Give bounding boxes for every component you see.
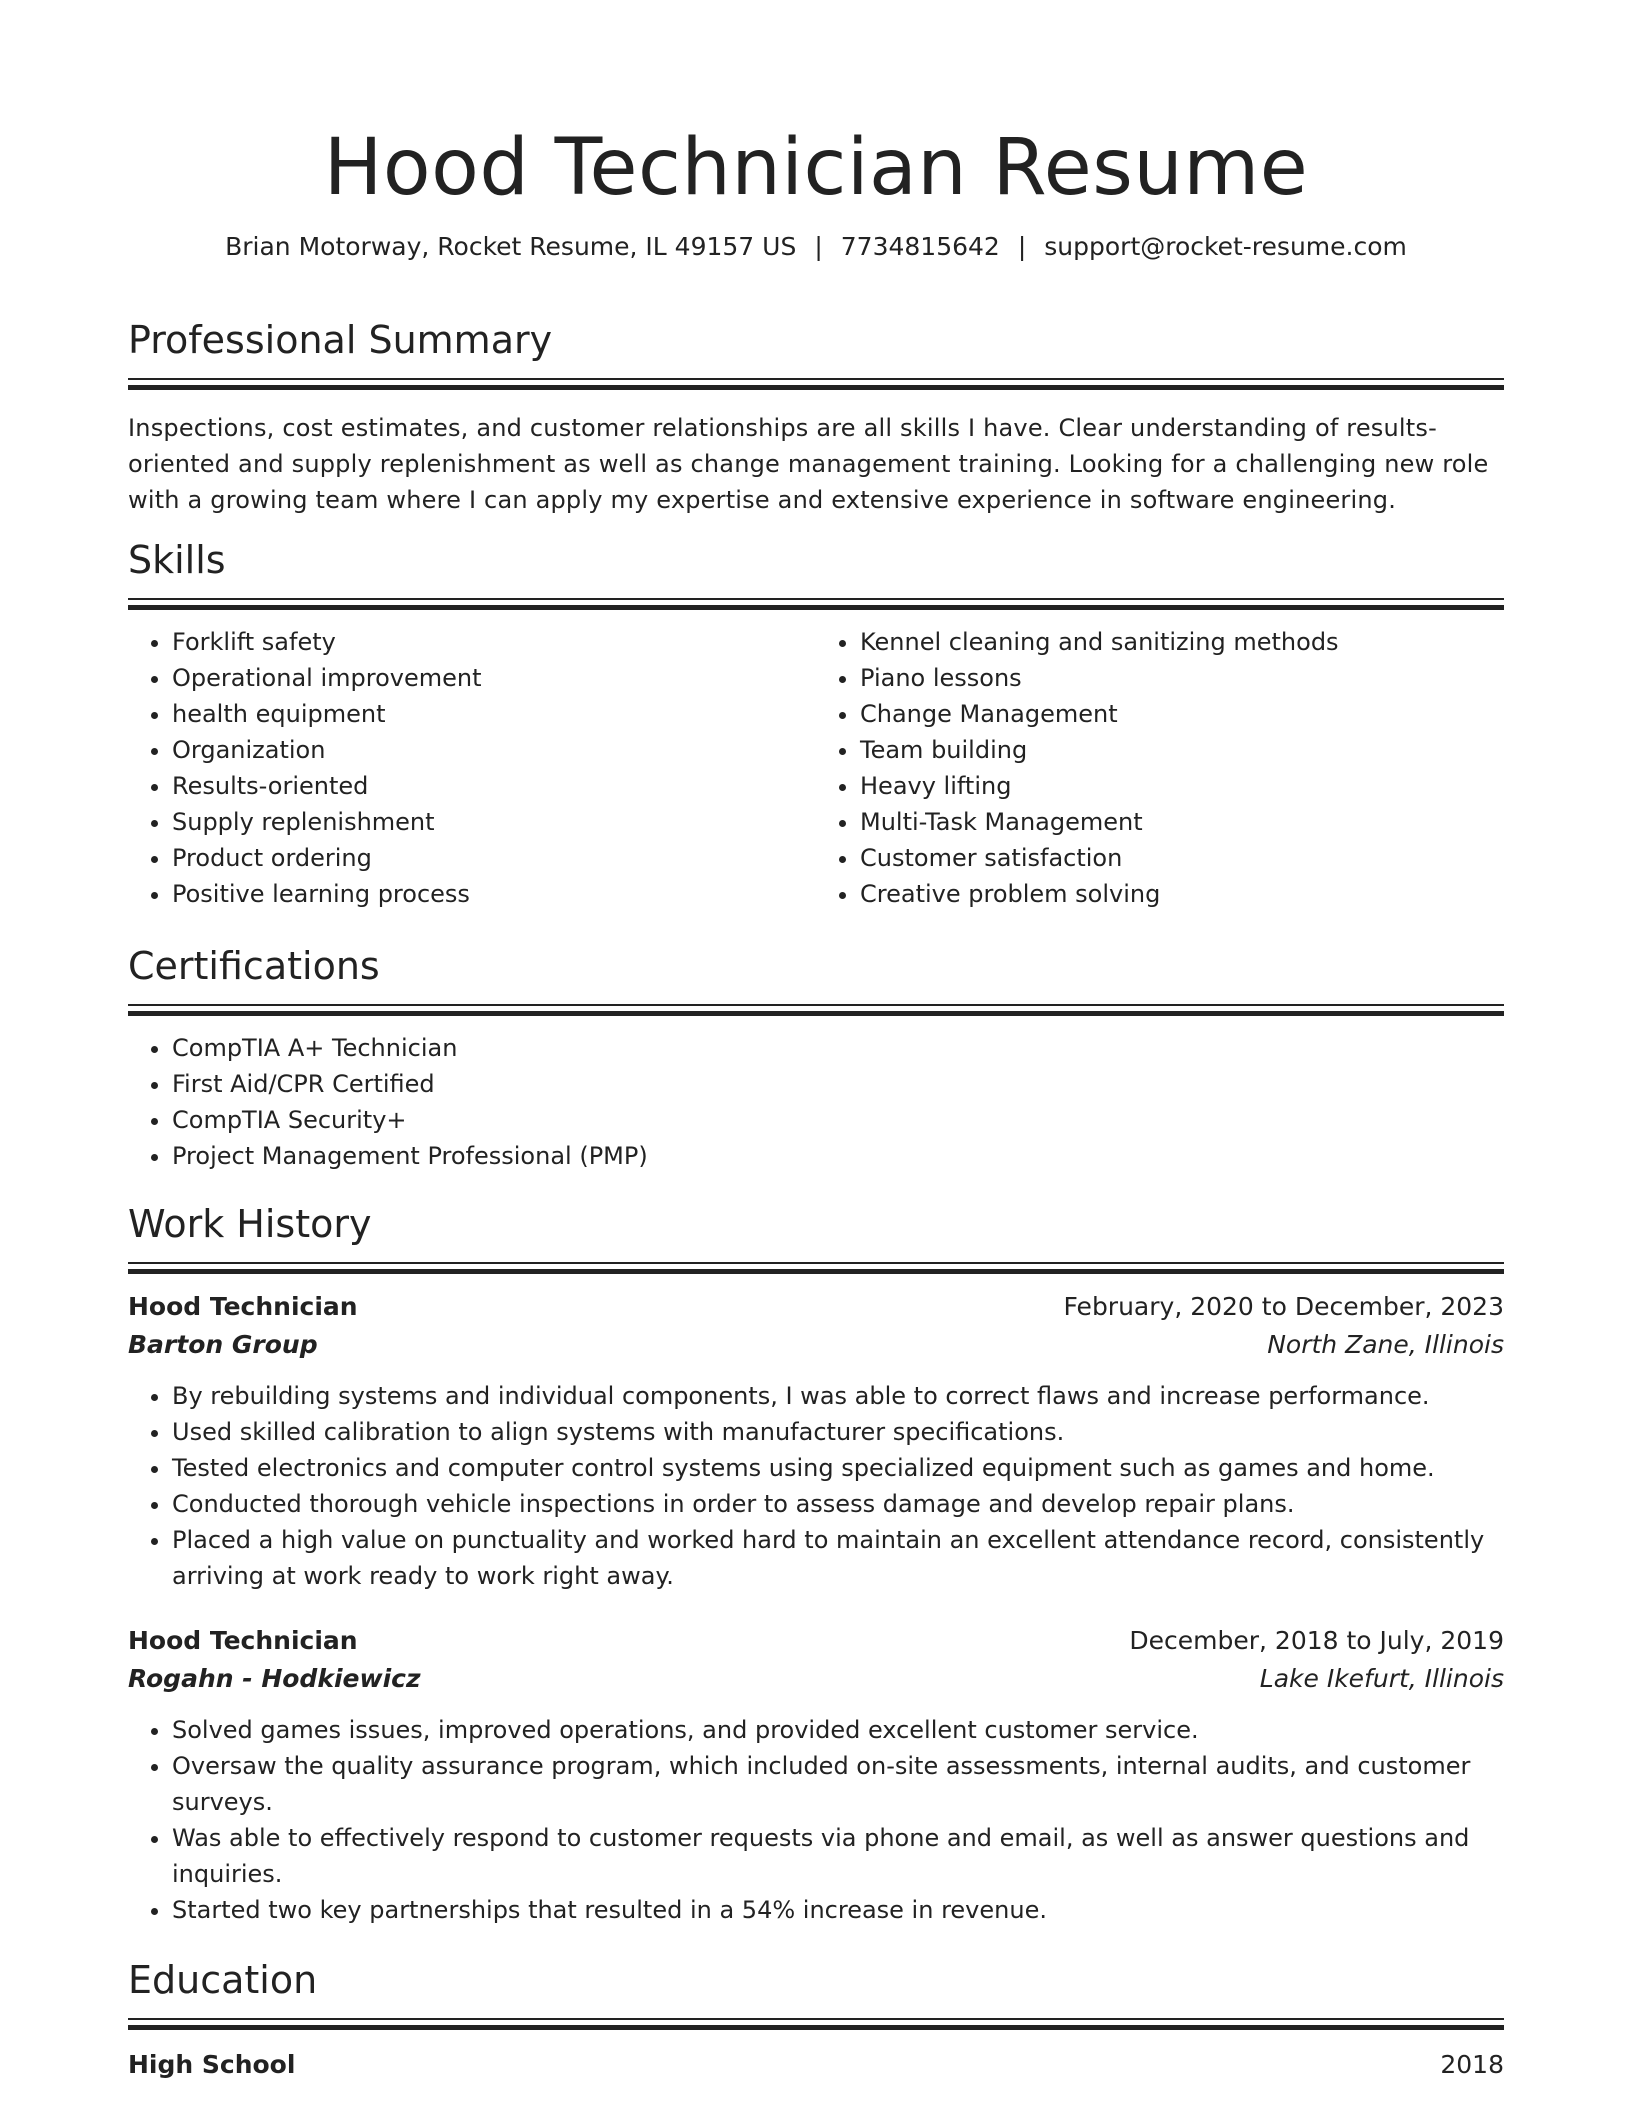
- skill-item: • Piano lessons: [860, 660, 1504, 696]
- section-heading-education: Education: [128, 1958, 318, 2002]
- skills-left-list: [128, 624, 816, 912]
- job-bullet: • Oversaw the quality assurance program, which included on-site assessments, internal audits, and customer surveys.: [172, 1748, 1504, 1820]
- job-company-row: [128, 1660, 1504, 1698]
- skill-item: • Creative problem solving: [860, 876, 1504, 912]
- job-location: North Zane, Illinois: [1267, 1330, 1504, 1359]
- job-bullet: • Conducted thorough vehicle inspections in order to assess damage and develop repair plans.: [172, 1486, 1504, 1522]
- skills-columns: [128, 624, 1504, 912]
- skills-right-list: [816, 624, 1504, 912]
- job-bullet: • Was able to effectively respond to customer requests via phone and email, as well as answer questions and inquiries.: [172, 1820, 1504, 1892]
- work-history-section: [128, 1200, 1504, 1928]
- job-company: Rogahn - Hodkiewicz: [128, 1664, 421, 1693]
- skill-item: • Supply replenishment: [172, 804, 816, 840]
- section-divider: [128, 598, 1504, 610]
- certification-item: • CompTIA Security+: [172, 1102, 1504, 1138]
- job-bullets: [128, 1378, 1504, 1594]
- job-bullet: • By rebuilding systems and individual components, I was able to correct flaws and increase performance.: [172, 1378, 1504, 1414]
- skill-item: • health equipment: [172, 696, 816, 732]
- contact-address: Brian Motorway, Rocket Resume, IL 49157 US: [225, 232, 797, 261]
- contact-separator: |: [814, 232, 823, 261]
- contact-email: support@rocket-resume.com: [1044, 232, 1407, 261]
- contact-separator: |: [1017, 232, 1027, 261]
- job-dates: February, 2020 to December, 2023: [1063, 1292, 1504, 1321]
- section-divider: [128, 1004, 1504, 1016]
- summary-text: Inspections, cost estimates, and customer relationships are all skills I have. Clear understanding of results-oriented and supply replenishment as well as change management training. Looking for a challenging new role with a growing team where I can apply my expertise and extensive experience in software engineering.: [128, 414, 1489, 514]
- job-bullet: • Tested electronics and computer control systems using specialized equipment such as games and home.: [172, 1450, 1504, 1486]
- job-entry: [128, 1622, 1504, 1928]
- skill-item: • Change Management: [860, 696, 1504, 732]
- job-bullet: • Used skilled calibration to align systems with manufacturer specifications.: [172, 1414, 1504, 1450]
- skills-section: [128, 536, 1504, 912]
- job-bullet: • Solved games issues, improved operations, and provided excellent customer service.: [172, 1712, 1504, 1748]
- skill-item: • Positive learning process: [172, 876, 816, 912]
- section-divider: [128, 2018, 1504, 2030]
- job-bullet: • Started two key partnerships that resulted in a 54% increase in revenue.: [172, 1892, 1504, 1928]
- certification-item: • Project Management Professional (PMP): [172, 1138, 1504, 1174]
- job-company: Barton Group: [128, 1330, 318, 1359]
- skill-item: • Team building: [860, 732, 1504, 768]
- contact-phone: 7734815642: [840, 232, 1000, 261]
- contact-line: [128, 230, 1504, 264]
- certifications-section: [128, 942, 1504, 1174]
- section-heading-certifications: Certifications: [128, 944, 380, 988]
- section-heading-summary: Professional Summary: [128, 318, 553, 362]
- skill-item: • Customer satisfaction: [860, 840, 1504, 876]
- resume-title: Hood Technician Resume: [323, 123, 1309, 213]
- skill-item: • Forklift safety: [172, 624, 816, 660]
- job-header-row: [128, 1288, 1504, 1326]
- skill-item: • Heavy lifting: [860, 768, 1504, 804]
- job-entry: [128, 1288, 1504, 1594]
- skill-item: • Results-oriented: [172, 768, 816, 804]
- certification-item: • First Aid/CPR Certified: [172, 1066, 1504, 1102]
- section-heading-work-history: Work History: [128, 1202, 372, 1246]
- education-section: [128, 1956, 1504, 2084]
- job-title: Hood Technician: [128, 1292, 358, 1321]
- education-row: [128, 2046, 1504, 2084]
- job-header-row: [128, 1622, 1504, 1660]
- resume-page: [128, 0, 1504, 2079]
- education-degree: High School: [128, 2050, 296, 2079]
- skill-item: • Multi-Task Management: [860, 804, 1504, 840]
- section-divider: [128, 1262, 1504, 1274]
- job-bullet: • Placed a high value on punctuality and worked hard to maintain an excellent attendance record, consistently arriving at work ready to work right away.: [172, 1522, 1504, 1594]
- education-year: 2018: [1440, 2050, 1504, 2079]
- skill-item: • Organization: [172, 732, 816, 768]
- section-heading-skills: Skills: [128, 538, 226, 582]
- skill-item: • Product ordering: [172, 840, 816, 876]
- job-title: Hood Technician: [128, 1626, 358, 1655]
- job-company-row: [128, 1326, 1504, 1364]
- section-divider: [128, 378, 1504, 390]
- summary-section: [128, 316, 1504, 518]
- skill-item: • Kennel cleaning and sanitizing methods: [860, 624, 1504, 660]
- job-dates: December, 2018 to July, 2019: [1129, 1626, 1504, 1655]
- job-bullets: [128, 1712, 1504, 1928]
- certifications-list: [128, 1030, 1504, 1174]
- certification-item: • CompTIA A+ Technician: [172, 1030, 1504, 1066]
- job-location: Lake Ikefurt, Illinois: [1259, 1664, 1504, 1693]
- skill-item: • Operational improvement: [172, 660, 816, 696]
